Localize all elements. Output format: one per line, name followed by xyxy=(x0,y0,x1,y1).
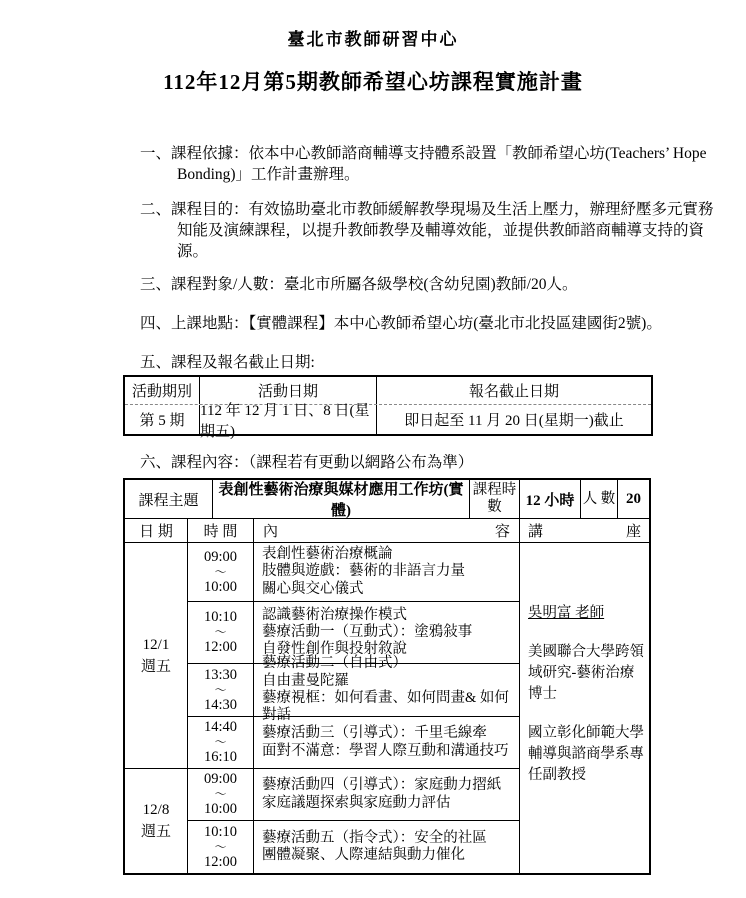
date-label: 12/1 xyxy=(142,636,170,653)
item-text: 課程依據：依本中心教師諮商輔導支持體系設置「教師希望心坊(Teachers’ Hope Bonding)」工作計畫辦理。 xyxy=(171,145,707,183)
item-text: 課程內容：（課程若有更動以網路公布為準） xyxy=(171,454,474,471)
capacity-label-cell: 人 數 xyxy=(580,480,617,518)
item-course-location xyxy=(140,313,718,334)
content-cell xyxy=(253,655,519,724)
item-course-audience xyxy=(140,274,718,295)
content-cell xyxy=(253,716,519,768)
content-header-right: 容 xyxy=(494,524,510,540)
content-header-cell xyxy=(253,519,519,542)
deadline-value: 即日起至 11 月 20 日(星期一)截止 xyxy=(376,405,651,434)
content-line: 關心與交心儀式 xyxy=(262,580,364,597)
activity-date-value: 112 年 12 月 1 日、8 日(星期五) xyxy=(199,405,376,434)
lecturer-credential-2: 國立彰化師範大學輔導與諮商學系專任副教授 xyxy=(528,725,644,783)
item-text: 課程對象/人數：臺北市所屬各級學校(含幼兒園)教師/20人。 xyxy=(171,276,578,293)
item-text: 課程目的：有效協助臺北市教師緩解教學現場及生活上壓力，辦理紓壓多元實務知能及演練課程，以提升教師教學及輔導效能，並提供教師諮商輔導支持的資源。 xyxy=(171,201,714,260)
tilde-separator: 〜 xyxy=(214,682,227,697)
time-start: 09:00 xyxy=(203,771,238,787)
time-cell xyxy=(187,716,253,768)
hours-label-cell: 課程時數 xyxy=(469,480,519,518)
course-table-body xyxy=(125,543,649,873)
content-line: 面對不滿意：學習人際互動和溝通技巧 xyxy=(262,742,509,759)
course-table xyxy=(123,478,651,875)
content-line: 藝療活動三（引導式）：千里毛線牽 xyxy=(262,725,487,742)
item-course-basis xyxy=(140,143,718,185)
lecturer-header-cell xyxy=(519,519,649,542)
content-line: 表創性藝術治療概論 xyxy=(262,546,393,563)
content-cell xyxy=(253,820,519,873)
time-cell xyxy=(187,663,253,716)
item-text: 上課地點：【實體課程】本中心教師希望心坊(臺北市北投區建國街2號)。 xyxy=(171,315,662,332)
content-line: 藝療活動二（自由式） xyxy=(262,655,407,672)
time-start: 09:00 xyxy=(203,548,238,565)
tilde-separator: 〜 xyxy=(214,839,227,854)
time-cell xyxy=(187,601,253,663)
weekday-label: 週五 xyxy=(140,658,171,675)
item-course-content-wrap xyxy=(140,452,718,473)
content-line: 藝療活動一（互動式）：塗鴉敍事 xyxy=(262,623,473,640)
content-line: 團體凝聚、人際連結與動力催化 xyxy=(262,847,465,863)
content-line: 自發性創作與投射敘說 xyxy=(262,641,407,658)
date-label: 12/8 xyxy=(142,802,170,818)
topic-cell: 表創性藝術治療與媒材應用工作坊(實體) xyxy=(212,480,469,518)
time-end: 14:30 xyxy=(203,696,238,713)
lecturer-credential-1: 美國聯合大學跨領域研究-藝術治療博士 xyxy=(528,644,644,702)
content-cell xyxy=(253,601,519,663)
item-number: 六、 xyxy=(140,454,172,471)
time-end: 12:00 xyxy=(203,639,238,655)
item-number: 三、 xyxy=(140,276,172,293)
item-number: 四、 xyxy=(140,315,172,332)
time-end: 10:00 xyxy=(203,578,238,595)
numbered-items xyxy=(140,143,718,373)
time-start: 13:30 xyxy=(203,666,238,683)
item-number: 五、 xyxy=(140,354,172,371)
time-start: 10:10 xyxy=(203,609,238,625)
header-session: 活動期別 xyxy=(131,384,192,400)
content-line: 藝療活動五（指令式）：安全的社區 xyxy=(262,829,487,846)
time-start: 10:10 xyxy=(203,823,238,840)
hours-cell: 12 小時 xyxy=(519,480,580,518)
content-line: 藝療活動四（引導式）：家庭動力摺紙 xyxy=(262,777,502,794)
content-line: 肢體與遊戲：藝術的非語言力量 xyxy=(262,563,465,580)
time-cell xyxy=(187,820,253,873)
time-end: 10:00 xyxy=(203,801,238,817)
capacity-cell: 20 xyxy=(617,480,649,518)
content-header-left: 內 xyxy=(263,524,279,540)
time-cell xyxy=(187,768,253,820)
header-activity-date: 活動日期 xyxy=(199,377,376,404)
item-registration-deadline xyxy=(140,352,718,373)
content-cell xyxy=(253,768,519,820)
weekday-label: 週五 xyxy=(140,824,171,840)
item-course-purpose xyxy=(140,199,718,262)
course-table-header-row xyxy=(125,519,649,543)
lecturer-header-left: 講 xyxy=(528,524,544,540)
item-number: 二、 xyxy=(140,201,172,218)
item-text: 課程及報名截止日期: xyxy=(171,354,315,371)
tilde-separator: 〜 xyxy=(214,625,227,639)
content-line: 認識藝術治療操作模式 xyxy=(262,606,407,623)
lecturer-cell xyxy=(519,543,649,873)
time-end: 16:10 xyxy=(203,749,238,765)
lecturer-header-right: 座 xyxy=(625,524,641,540)
time-end: 12:00 xyxy=(203,853,238,870)
session-value: 第 5 期 xyxy=(139,413,185,429)
page-title: 臺北市教師研習中心 xyxy=(287,30,459,49)
date-cell-dec8 xyxy=(125,768,187,873)
lecturer-name: 吳明富 老師 xyxy=(528,605,605,621)
topic-label-cell: 課程主題 xyxy=(138,492,199,509)
time-header-cell: 時 間 xyxy=(187,519,253,542)
course-table-title-row xyxy=(125,480,649,519)
date-cell-dec1 xyxy=(125,543,187,768)
header-deadline: 報名截止日期 xyxy=(376,377,651,404)
item-number: 一、 xyxy=(140,145,172,162)
tilde-separator: 〜 xyxy=(214,735,227,749)
content-line: 自由畫曼陀羅 xyxy=(262,672,349,689)
time-start: 14:40 xyxy=(203,719,238,735)
content-line: 藝療視框：如何看畫、如何問畫& 如何對話 xyxy=(262,690,509,724)
date-header-cell: 日 期 xyxy=(139,524,173,540)
page-subtitle: 112年12月第5期教師希望心坊課程實施計畫 xyxy=(163,70,583,94)
tilde-separator: 〜 xyxy=(214,564,227,579)
registration-table-row xyxy=(125,402,651,440)
tilde-separator: 〜 xyxy=(214,787,227,801)
content-cell xyxy=(253,543,519,601)
item-course-content xyxy=(140,452,718,473)
time-cell xyxy=(187,543,253,601)
registration-table xyxy=(123,375,653,440)
content-line: 家庭議題探索與家庭動力評估 xyxy=(262,794,451,811)
